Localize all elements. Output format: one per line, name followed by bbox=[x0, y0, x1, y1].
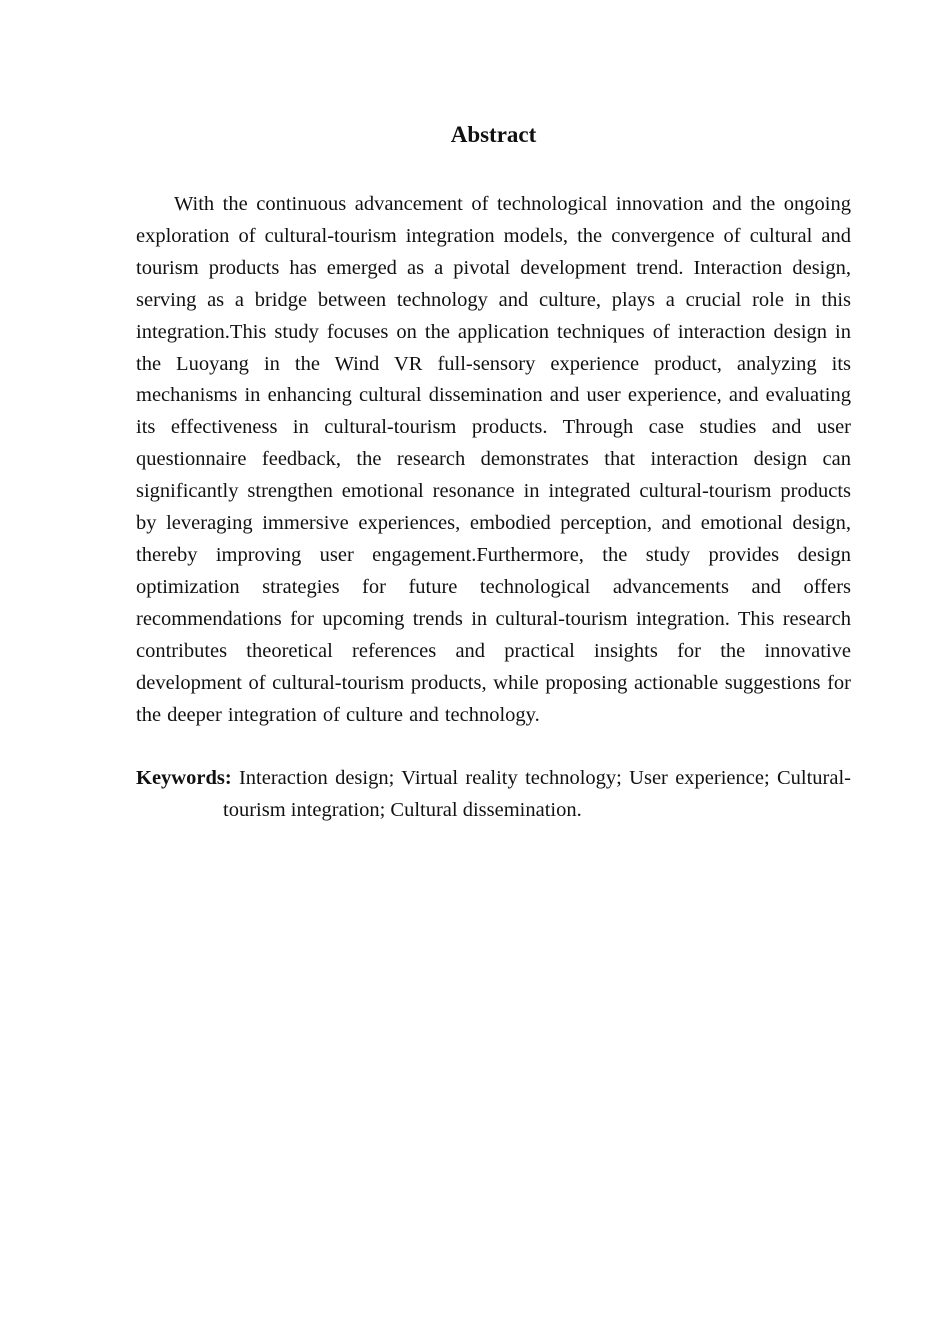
abstract-page bbox=[136, 118, 851, 827]
abstract-title: Abstract bbox=[450, 122, 537, 147]
abstract-body: With the continuous advancement of technological innovation and the ongoing exploration of cultural-tourism integration models, the convergence of cultural and tourism products has emerged as a pivotal development trend. Interaction design, serving as a bridge between technology and culture, plays a crucial role in this integration.This study focuses on the application techniques of interaction design in the Luoyang in the Wind VR full-sensory experience product, analyzing its mechanisms in enhancing cultural dissemination and user experience, and evaluating its effectiveness in cultural-tourism products. Through case studies and user questionnaire feedback, the research demonstrates that interaction design can significantly strengthen emotional resonance in integrated cultural-tourism products by leveraging immersive experiences, embodied perception, and emotional design, thereby improving user engagement.Furthermore, the study provides design optimization strategies for future technological advancements and offers recommendations for upcoming trends in cultural-tourism integration. This research contributes theoretical references and practical insights for the innovative development of cultural-tourism products, while proposing actionable suggestions for the deeper integration of culture and technology. bbox=[136, 193, 851, 726]
keywords-list: Interaction design; Virtual reality technology; User experience; Cultural-tourism integration; Cultural dissemination. bbox=[223, 767, 851, 822]
keywords-label: Keywords: bbox=[136, 767, 232, 790]
keywords-paragraph bbox=[136, 763, 851, 827]
